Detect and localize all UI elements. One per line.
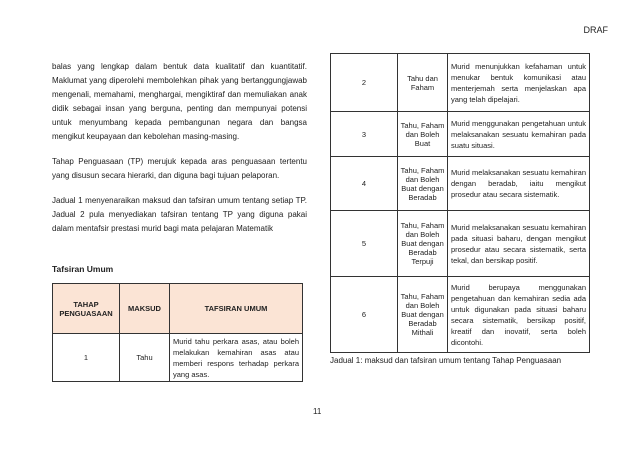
cell-tafsiran: Murid tahu perkara asas, atau boleh melakukan kemahiran asas atau memberi respons terhadap perkara yang asas.	[170, 334, 303, 382]
table-row	[331, 277, 590, 353]
table-row	[331, 157, 590, 211]
cell-tafsiran: Murid melaksanakan sesuatu kemahiran pada situasi baharu, dengan mengikut prosedur atau secara sistematik, serta tekal, dan bersikap positif.	[448, 211, 590, 277]
cell-maksud: Tahu dan Faham	[398, 54, 448, 112]
table-left	[52, 283, 303, 382]
table-row	[331, 54, 590, 112]
header-level: TAHAP PENGUASAAN	[53, 284, 120, 334]
body-text	[52, 60, 307, 247]
cell-level: 2	[331, 54, 398, 112]
paragraph-3: Jadual 1 menyenaraikan maksud dan tafsiran umum tentang setiap TP. Jadual 2 pula menyediakan tafsiran tentang TP yang diguna pakai dalam mentafsir prestasi murid bagi mata pelajaran Matematik	[52, 196, 307, 233]
cell-maksud: Tahu, Faham dan Boleh Buat dengan Beradab Terpuji	[398, 211, 448, 277]
cell-maksud: Tahu	[120, 334, 170, 382]
table-caption: Jadual 1: maksud dan tafsiran umum tentang Tahap Penguasaan	[330, 356, 562, 365]
cell-tafsiran: Murid menunjukkan kefahaman untuk menukar bentuk komunikasi atau menterjemah serta menjelaskan apa yang telah dipelajari.	[448, 54, 590, 112]
table-row	[331, 211, 590, 277]
cell-level: 3	[331, 112, 398, 157]
draft-label: DRAF	[583, 25, 608, 35]
table-right	[330, 53, 590, 353]
cell-level: 1	[53, 334, 120, 382]
cell-level: 4	[331, 157, 398, 211]
header-tafsiran: TAFSIRAN UMUM	[170, 284, 303, 334]
section-title: Tafsiran Umum	[52, 264, 114, 274]
cell-level: 6	[331, 277, 398, 353]
cell-maksud: Tahu, Faham dan Boleh Buat dengan Beradab	[398, 157, 448, 211]
table-row	[53, 334, 303, 382]
cell-maksud: Tahu, Faham dan Boleh Buat dengan Beradab Mithali	[398, 277, 448, 353]
cell-tafsiran: Murid melaksanakan sesuatu kemahiran dengan beradab, iaitu mengikut prosedur atau secara sistematik.	[448, 157, 590, 211]
page-number: 11	[313, 407, 322, 416]
paragraph-1: balas yang lengkap dalam bentuk data kualitatif dan kuantitatif. Maklumat yang diperolehi membolehkan pihak yang bertanggungjawab mengenali, memahami, menghargai, mengiktiraf dan memuliakan anak didik sebagai insan yang berguna, penting dan mempunyai potensi untuk menyumbang kepada pembangunan negara dan bangsa mengikut keupayaan dan kebolehan masing-masing.	[52, 62, 307, 141]
header-maksud: MAKSUD	[120, 284, 170, 334]
cell-tafsiran: Murid menggunakan pengetahuan untuk melaksanakan sesuatu kemahiran pada suatu situasi.	[448, 112, 590, 157]
paragraph-2: Tahap Penguasaan (TP) merujuk kepada aras penguasaan tertentu yang disusun secara hierarki, dan diguna bagi tujuan pelaporan.	[52, 157, 307, 180]
table-row	[331, 112, 590, 157]
cell-maksud: Tahu, Faham dan Boleh Buat	[398, 112, 448, 157]
cell-level: 5	[331, 211, 398, 277]
cell-tafsiran: Murid berupaya menggunakan pengetahuan dan kemahiran sedia ada untuk digunakan pada situasi baharu secara sistematik, bersikap positif, kreatif dan inovatif, serta boleh dicontohi.	[448, 277, 590, 353]
